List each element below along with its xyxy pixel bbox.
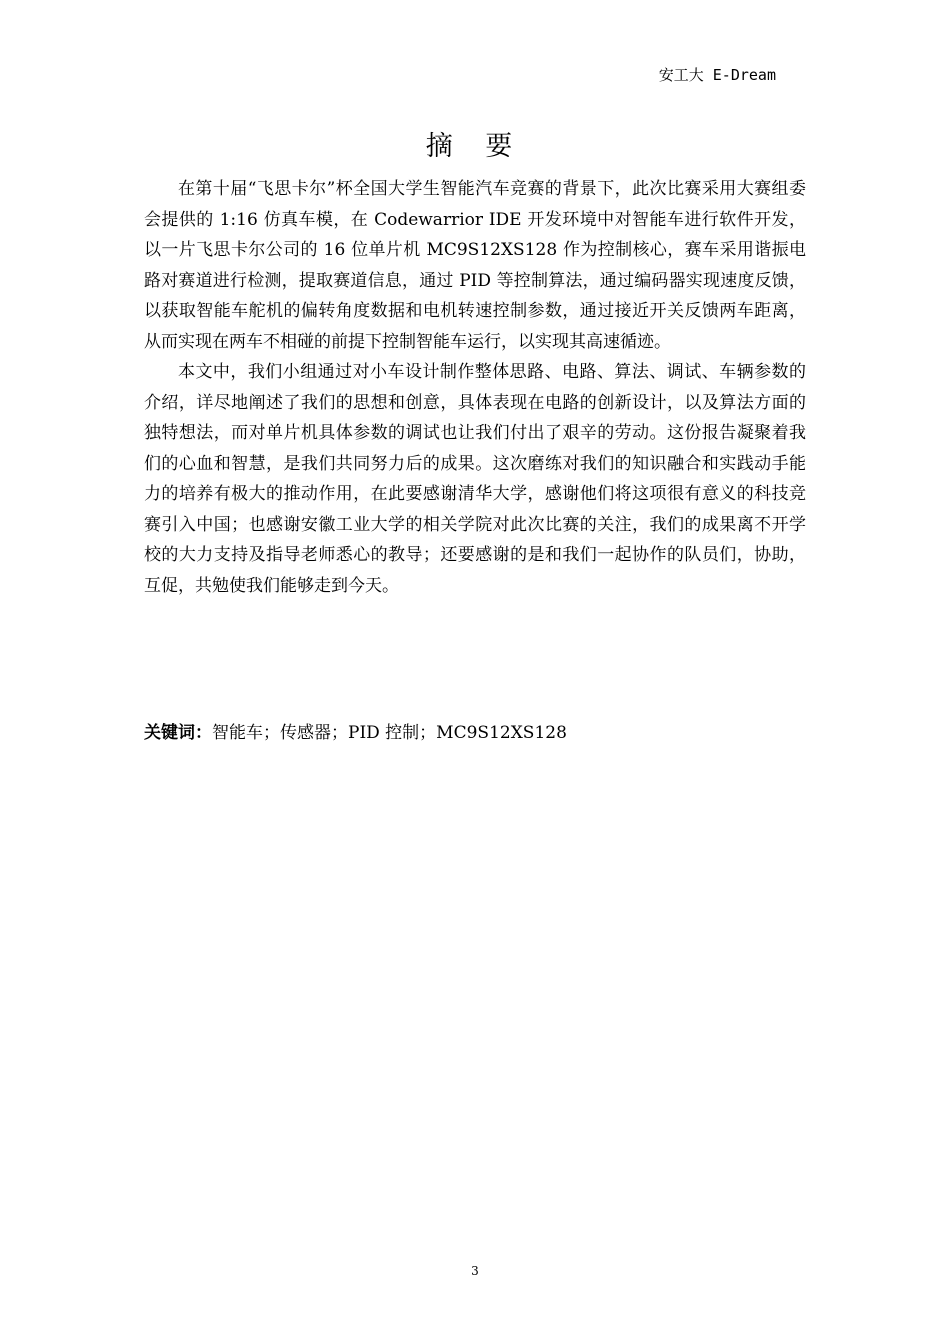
header-org: 安工大 E-Dream — [658, 66, 776, 84]
keywords-label: 关键词： — [144, 723, 212, 743]
abstract-paragraph-2: 本文中，我们小组通过对小车设计制作整体思路、电路、算法、调试、车辆参数的介绍，详尽地阐述了我们的思想和创意，具体表现在电路的创新设计，以及算法方面的独特想法，而对单片机具体参数的调试也让我们付出了艰辛的劳动。这份报告凝聚着我们的心血和智慧，是我们共同努力后的成果。这次磨练对我们的知识融合和实践动手能力的培养有极大的推动作用，在此要感谢清华大学，感谢他们将这项很有意义的科技竞赛引入中国；也感谢安徽工业大学的相关学院对此次比赛的关注，我们的成果离不开学校的大力支持及指导老师悉心的教导；还要感谢的是和我们一起协作的队员们，协助，互促，共勉使我们能够走到今天。 — [144, 362, 806, 596]
abstract-body — [144, 174, 806, 601]
keywords-value: 智能车；传感器；PID 控制；MC9S12XS128 — [212, 723, 567, 743]
page-title: 摘 要 — [425, 131, 525, 162]
page-number: 3 — [471, 1264, 479, 1278]
header-divider — [144, 93, 806, 94]
abstract-paragraph-1: 在第十届“飞思卡尔”杯全国大学生智能汽车竞赛的背景下，此次比赛采用大赛组委会提供的 1:16 仿真车模，在 Codewarrior IDE 开发环境中对智能车进行软件开发，以一片飞思卡尔公司的 16 位单片机 MC9S12XS128 作为控制核心，赛车采用谐振电路对赛道进行检测，提取赛道信息，通过 PID 等控制算法，通过编码器实现速度反馈，以获取智能车舵机的偏转角度数据和电机转速控制参数，通过接近开关反馈两车距离，从而实现在两车不相碰的前提下控制智能车运行，以实现其高速循迹。 — [144, 179, 806, 352]
keywords-line — [144, 718, 806, 748]
